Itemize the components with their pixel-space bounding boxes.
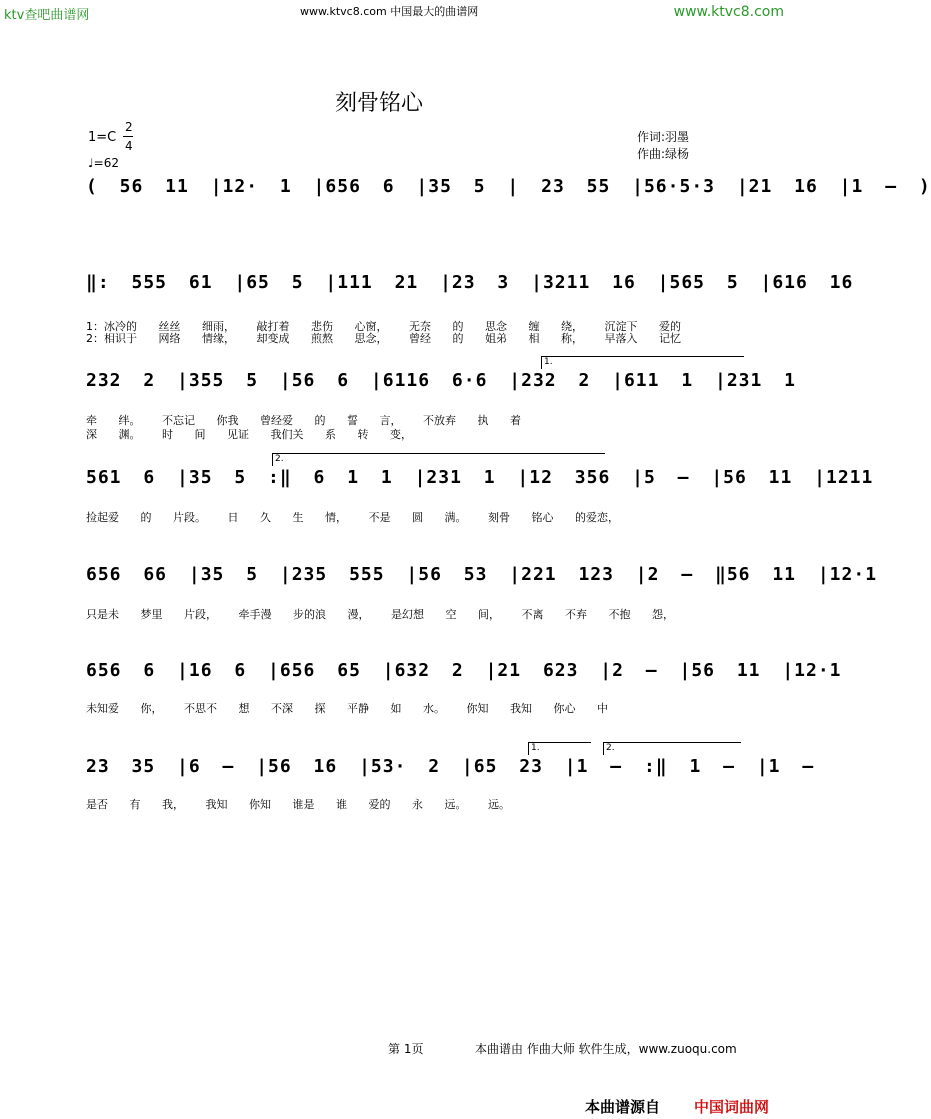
song-title: 刻骨铭心 xyxy=(335,91,424,116)
notation: ( 56 11 |12· 1 |656 6 |35 5 | 23 55 |56·5·3 |21 16 |1 – ) xyxy=(86,176,931,197)
composer-credit: 作曲:绿杨 xyxy=(637,147,690,161)
lyrics: 只是未 梦里 片段， 牵手漫 步的浪 漫， 是幻想 空 间， 不离 不弃 不抱 怨， xyxy=(86,608,674,621)
second-ending-bracket: 2. xyxy=(603,742,741,755)
site-brand-center[interactable]: www.ktvc8.com 中国最大的曲谱网 xyxy=(300,5,479,18)
lyrics-verse-2: 深 渊。 时 间 见证 我们关 系 转 变， xyxy=(86,428,412,441)
score-line-5 xyxy=(86,660,842,720)
lyrics-verse-1: 牵 绊。 不忘记 你我 曾经爱 的 誓 言， 不放弃 执 着 xyxy=(86,414,521,427)
time-denominator: 4 xyxy=(125,139,133,153)
lyrics: 捡起爱 的 片段。 日 久 生 情， 不是 圆 满。 刻骨 铭心 的爱恋， xyxy=(86,511,619,524)
notation: 23 35 |6 – |56 16 |53· 2 |65 23 |1 – :‖ 1 – |1 – xyxy=(86,756,815,777)
first-ending-bracket: 1. xyxy=(541,356,744,369)
score-line-4 xyxy=(86,564,878,624)
score-line-2 xyxy=(86,357,797,441)
lyricist-credit: 作词:羽墨 xyxy=(637,130,690,144)
score-line-intro xyxy=(86,176,931,236)
page-number: 第 1页 xyxy=(388,1042,424,1056)
notation: 561 6 |35 5 :‖ 6 1 1 |231 1 |12 356 |5 – |56 11 |1211 xyxy=(86,467,874,488)
lyrics: 是否 有 我， 我知 你知 谁是 谁 爱的 永 远。 远。 xyxy=(86,798,510,811)
site-brand-left[interactable]: ktv查吧曲谱网 xyxy=(4,8,90,23)
first-ending-bracket: 1. xyxy=(528,742,591,755)
lyrics-verse-2: 2：相识于 网络 情缘， 却变成 煎熬 思念， 曾经 的 姐弟 相 称， 早落入 记忆 xyxy=(86,332,681,345)
tempo-marking: ♩=62 xyxy=(88,156,119,170)
notation: 656 6 |16 6 |656 65 |632 2 |21 623 |2 – |56 11 |12·1 xyxy=(86,660,842,681)
generator-credit: 本曲谱由 作曲大师 软件生成，www.zuoqu.com xyxy=(475,1042,737,1056)
lyrics-verse-1: 1：冰冷的 丝丝 细雨， 敲打着 悲伤 心窗， 无奈 的 思念 缠 绕， 沉淀下 爱的 xyxy=(86,320,681,333)
time-fraction-line xyxy=(123,136,133,137)
site-brand-right[interactable]: www.ktvc8.com xyxy=(673,4,784,20)
key-signature: 1=C xyxy=(88,130,117,145)
time-numerator: 2 xyxy=(125,120,133,134)
score-line-3 xyxy=(86,454,874,527)
notation: 232 2 |355 5 |56 6 |6116 6·6 |232 2 |611 1 |231 1 xyxy=(86,370,797,391)
source-label: 本曲谱源自 xyxy=(585,1098,661,1116)
source-site-link[interactable]: 中国词曲网 xyxy=(694,1098,770,1116)
score-line-1 xyxy=(86,272,854,345)
notation: 656 66 |35 5 |235 555 |56 53 |221 123 |2 – ‖56 11 |12·1 xyxy=(86,564,878,585)
second-ending-bracket: 2. xyxy=(272,453,605,466)
score-line-6 xyxy=(86,743,815,816)
lyrics: 未知爱 你， 不思不 想 不深 探 平静 如 水。 你知 我知 你心 中 xyxy=(86,702,608,715)
notation: ‖: 555 61 |65 5 |111 21 |23 3 |3211 16 |565 5 |616 16 xyxy=(86,272,854,293)
